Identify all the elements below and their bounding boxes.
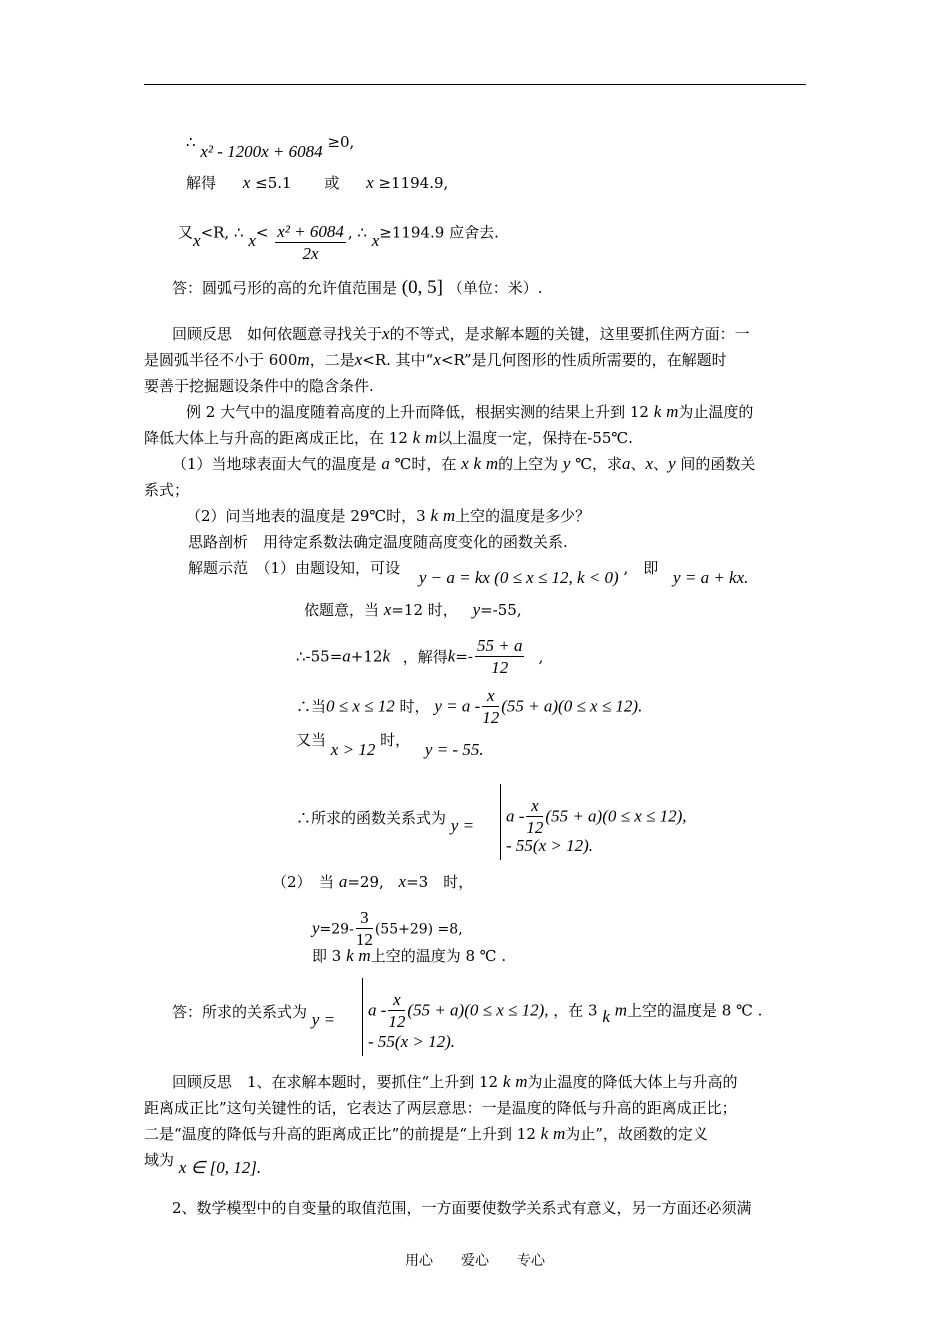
text: 为止”，故函数的定义 (565, 1125, 708, 1143)
text: 又当 (296, 731, 327, 749)
unit-m: m (515, 1072, 528, 1091)
expr: (55 + a)(0 ≤ x ≤ 12), (545, 806, 687, 826)
unit-k: k (502, 1072, 511, 1091)
unit-k: k (653, 402, 662, 421)
text: 上空的温度是 8 ℃ . (626, 1001, 763, 1020)
answer-brace (362, 978, 363, 1056)
expr: a - (506, 806, 525, 826)
equation-linear: y = a + kx. (673, 568, 749, 587)
text: =29- (319, 921, 354, 938)
text: ≥1194.9, (378, 174, 449, 192)
piecewise-row-2 (506, 836, 593, 856)
text: 回顾反思 1、在求解本题时，要抓住“上升到 12 (172, 1073, 499, 1091)
denominator: 12 (482, 708, 500, 727)
text: ≤5.1 (255, 174, 292, 192)
piecewise-row-1 (506, 796, 687, 839)
text: 、 (653, 455, 669, 473)
unit-m: m (666, 402, 679, 421)
text: 解得 (186, 174, 217, 192)
line-q1 (172, 454, 755, 474)
expr: (55 + a)(0 ≤ x ≤ 12), (407, 1000, 549, 1020)
answer-row-1 (368, 990, 762, 1033)
text: ≥1194.9 应舍去. (379, 223, 499, 242)
numerator: x (388, 990, 405, 1011)
expr: a - (368, 1000, 387, 1020)
var-k: k (447, 646, 456, 666)
var-x: x (248, 230, 256, 250)
var-x: x (242, 173, 251, 192)
line-review-2 (144, 350, 727, 370)
numerator: x (482, 686, 499, 707)
var-y: y (472, 600, 481, 619)
text: 答：所求的关系式为 (172, 1003, 308, 1021)
lhs: y = (311, 1010, 336, 1029)
text: <R”是几何图形的性质所需要的，在解题时 (440, 351, 727, 369)
text: ，二是 (309, 351, 355, 369)
denominator: 12 (388, 1012, 406, 1031)
text: 时， (380, 731, 411, 749)
text: 域为 (144, 1151, 175, 1169)
text: 为止温度的降低大体上与升高的 (527, 1073, 738, 1091)
line-review-b-2: 距离成正比”这句关键性的话，它表达了两层意思：一是温度的降低与升高的距离成正比； (144, 1099, 737, 1117)
text: 上空的温度为 8 ℃ . (370, 947, 507, 965)
text: 上空的温度是多少？ (455, 507, 591, 525)
text: ，在 3 (553, 1001, 598, 1020)
condition: 0 ≤ x ≤ 12 (326, 696, 395, 716)
equation: y = - 55. (424, 740, 484, 759)
var-x: x (433, 350, 441, 369)
text: <R, (200, 223, 230, 242)
text: 时， (399, 697, 430, 716)
line-discard (178, 212, 499, 263)
text: +12 (350, 647, 383, 666)
relation: ≥0, (327, 133, 355, 151)
denominator: 12 (355, 930, 373, 949)
text: ∴ (357, 223, 367, 242)
fraction (482, 686, 499, 729)
line-part2-given (272, 872, 473, 892)
text: 或 (324, 174, 340, 192)
unit-m: m (424, 428, 438, 447)
unit-m: m (552, 1124, 566, 1143)
numerator: x (526, 796, 543, 817)
interval: (0, 5] (401, 277, 443, 298)
text: , 即 (623, 559, 659, 577)
denominator: 12 (526, 818, 544, 837)
var-x: x (366, 173, 374, 192)
line-part2-result (312, 946, 506, 966)
line-example-1 (186, 402, 753, 422)
text: 依题意，当 (304, 601, 380, 619)
line-part2-calc (312, 908, 463, 951)
var-x: x (398, 872, 407, 891)
text: 例 2 大气中的温度随着高度的上升而降低，根据实测的结果上升到 12 (186, 403, 649, 421)
therefore-sign: ∴ (186, 133, 196, 151)
text: 降低大体上与升高的距离成正比，在 12 (144, 429, 408, 447)
text: =3 时， (406, 873, 474, 891)
lhs: y = (450, 816, 475, 835)
text: 为止温度的 (678, 403, 754, 421)
unit-k: k (473, 454, 482, 473)
unit-m: m (297, 350, 310, 369)
unit-k: k (412, 428, 421, 447)
line-review-b-3 (144, 1124, 708, 1144)
text: ∴所求的函数关系式为 (296, 809, 447, 827)
line-q1-end: 系式； (144, 481, 190, 499)
line-inequality (186, 132, 355, 161)
text: < (255, 223, 269, 242)
var-y: y (668, 454, 676, 473)
line-function-part1 (296, 686, 642, 729)
text: 二是“温度的降低与升高的距离成正比”的前提是“上升到 12 (144, 1125, 536, 1143)
fraction (475, 636, 524, 679)
text: <R. 其中“ (362, 351, 434, 369)
rhs: (55 + a)(0 ≤ x ≤ 12). (501, 696, 643, 716)
fraction (356, 908, 373, 951)
header-rule (144, 84, 806, 85)
var-x: x (461, 454, 469, 473)
unit-k: k (602, 1006, 610, 1026)
var-y: y (562, 454, 571, 473)
unit-k: k (346, 946, 354, 965)
text: =29, (347, 873, 384, 891)
line-solution-demo (188, 558, 749, 587)
var-a: a (342, 646, 351, 666)
line-answer-2-label (172, 1002, 336, 1029)
line-review-b-1 (172, 1072, 737, 1092)
lhs: y = a - (434, 696, 481, 716)
numerator: 3 (356, 908, 373, 929)
line-function-part2 (296, 730, 484, 759)
line-solution (186, 173, 448, 193)
line-given (304, 600, 522, 620)
line-review-1 (172, 324, 750, 344)
unit-m: m (614, 1000, 627, 1020)
text: 即 3 (312, 947, 342, 965)
page-footer: 用心 爱心 专心 (405, 1253, 545, 1269)
line-example-2 (144, 428, 633, 448)
line-analysis: 思路剖析 用待定系数法确定温度随高度变化的函数关系. (188, 533, 568, 551)
numerator: x² + 6084 (277, 222, 344, 241)
var-a: a (381, 454, 390, 473)
text: 解题示范 （1）由题设知，可设 (188, 559, 401, 577)
numerator: 55 + a (476, 636, 523, 655)
var-x: x (354, 350, 363, 369)
text: =12 时， (391, 601, 458, 619)
text: ℃，求 (575, 455, 623, 473)
line-piecewise-label (296, 808, 475, 835)
text: （2） 当 (272, 873, 335, 891)
unit-m: m (442, 506, 456, 525)
condition: x > 12 (330, 740, 376, 759)
text: 是圆弧半径不小于 600 (144, 351, 298, 369)
text: （1）当地球表面大气的温度是 (172, 455, 377, 473)
text: ∴当 (296, 697, 327, 716)
text: 又 (178, 223, 194, 242)
text: （2）问当地表的温度是 29℃时，3 (186, 507, 426, 525)
answer-row-2 (368, 1032, 455, 1052)
piecewise-brace (500, 784, 501, 860)
denominator: 12 (491, 658, 509, 677)
var-a: a (338, 872, 348, 891)
text: =-55, (480, 601, 522, 619)
text: (55+29) =8, (374, 921, 463, 938)
var-x: x (383, 600, 392, 619)
text: （单位：米）. (447, 279, 543, 297)
domain-expression: x ∈ [0, 12]. (178, 1158, 262, 1177)
expr: - 55(x > 12). (368, 1032, 456, 1051)
text: 间的函数关 (680, 455, 756, 473)
unit-m: m (358, 946, 371, 965)
unit-k: k (540, 1124, 549, 1143)
line-solve-k (296, 636, 543, 679)
text: 回顾反思 如何依题意寻找关于 (172, 325, 383, 343)
denominator: 2x (302, 244, 319, 263)
var-k: k (382, 646, 390, 666)
var-x: x (645, 454, 654, 473)
var-x: x (371, 230, 380, 250)
equation-setup: y − a = kx (0 ≤ x ≤ 12, k < 0) (418, 568, 619, 587)
text: =- (455, 647, 473, 666)
var-a: a (622, 454, 631, 473)
text: ，解得 (402, 647, 448, 666)
var-x: x (193, 230, 201, 250)
unit-k: k (430, 506, 439, 525)
line-q2 (186, 506, 590, 526)
text: 、 (630, 455, 646, 473)
text: ∴-55= (296, 647, 343, 666)
quadratic-expression: x² - 1200x + 6084 (200, 142, 323, 161)
fraction (275, 222, 346, 265)
fraction (526, 796, 543, 839)
line-review-3: 要善于挖掘题设条件中的隐含条件. (144, 377, 374, 395)
text: 的不等式，是求解本题的关键，这里要抓住两方面：一 (389, 325, 750, 343)
line-review-c-1: 2、数学模型中的自变量的取值范围，一方面要使数学关系式有意义，另一方面还必须满 (172, 1199, 752, 1217)
line-answer-1 (172, 278, 543, 298)
fraction (388, 990, 405, 1033)
text: 答：圆弧弓形的高的允许值范围是 (172, 279, 398, 297)
text: , (347, 223, 353, 242)
expr: - 55(x > 12). (506, 836, 594, 855)
var-y: y (312, 918, 320, 938)
line-review-b-4 (144, 1150, 262, 1177)
text: 以上温度一定，保持在-55℃. (437, 429, 633, 447)
text: ℃时，在 (394, 455, 457, 473)
text: , (538, 647, 544, 666)
text: 的上空为 (498, 455, 559, 473)
var-x: x (382, 324, 390, 343)
unit-m: m (485, 454, 499, 473)
text: ∴ (233, 223, 244, 242)
